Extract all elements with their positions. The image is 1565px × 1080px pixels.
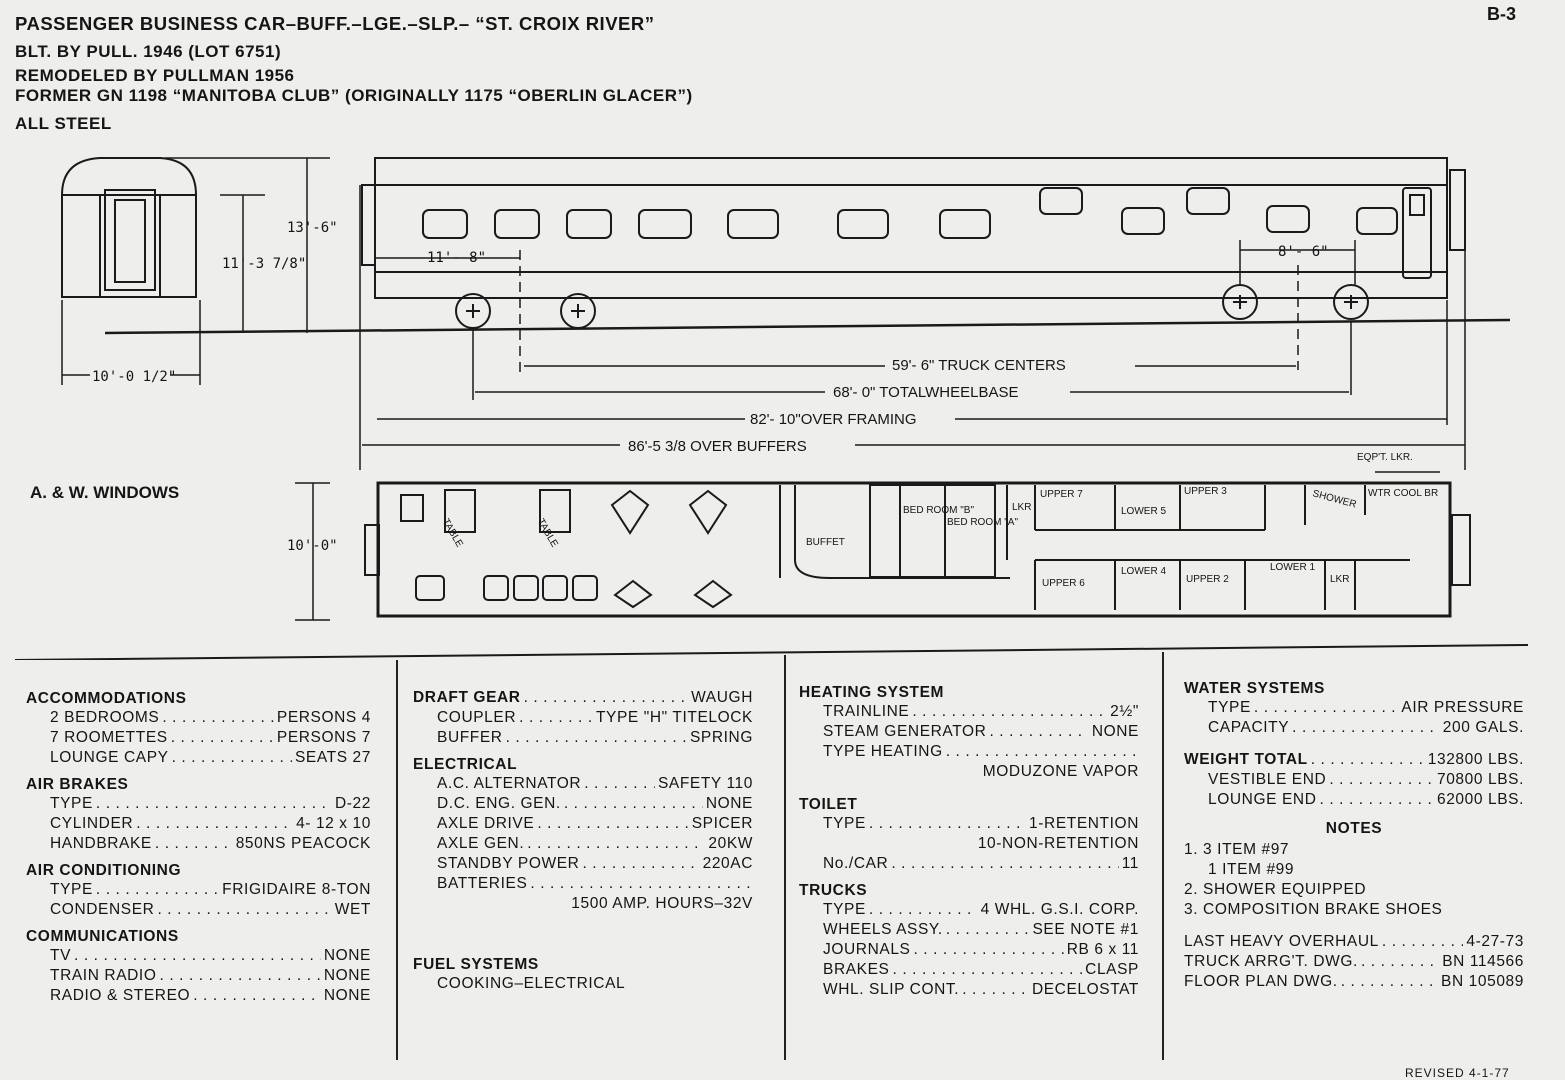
- overall-height-dim: 13'-6": [287, 220, 338, 236]
- plan-width-dim: 10'-0": [287, 538, 338, 554]
- eqpt-lkr-label: EQP'T. LKR.: [1357, 452, 1413, 463]
- spec-row: BATTERIES . . .: [413, 874, 753, 894]
- upper-2-label: UPPER 2: [1186, 574, 1229, 585]
- bedroom-a-label: BED ROOM "A": [947, 517, 1018, 528]
- spec-row: TYPE . . . 4 WHL. G.S.I. CORP.: [799, 900, 1139, 920]
- construction-info: ALL STEEL: [15, 114, 112, 133]
- page-id: B-3: [1487, 4, 1517, 24]
- former-info: FORMER GN 1198 “MANITOBA CLUB” (ORIGINALLY 1175 “OBERLIN GLACER”): [15, 86, 693, 105]
- spec-row: 7 ROOMETTES . . . PERSONS 7: [26, 728, 371, 748]
- over-buffers-dim: 86'-5 3/8 OVER BUFFERS: [628, 438, 807, 455]
- spec-row: LAST HEAVY OVERHAUL . . . 4-27-73: [1184, 932, 1524, 952]
- spec-row: CONDENSER . . . WET: [26, 900, 371, 920]
- toilet-heading: TOILET: [799, 796, 858, 813]
- remodel-info: REMODELED BY PULLMAN 1956: [15, 66, 295, 85]
- communications-heading: COMMUNICATIONS: [26, 928, 179, 945]
- spec-row: CAPACITY . . . 200 GALS.: [1184, 718, 1524, 738]
- lkr-label-1: LKR: [1012, 502, 1032, 513]
- right-truck-wheelbase-dim: 8'- 6": [1278, 244, 1329, 260]
- spec-row: AXLE GEN. . . . 20KW: [413, 834, 753, 854]
- specs-column-4: [1184, 680, 1524, 992]
- spec-continuation: MODUZONE VAPOR: [982, 763, 1139, 780]
- spec-row: DRAFT GEAR . . . WAUGH: [413, 688, 753, 708]
- spec-row: HANDBRAKE . . . 850NS PEACOCK: [26, 834, 371, 854]
- note-line: 2. SHOWER EQUIPPED: [1184, 881, 1367, 898]
- upper-7-label: UPPER 7: [1040, 489, 1083, 500]
- upper-6-label: UPPER 6: [1042, 578, 1085, 589]
- build-info: BLT. BY PULL. 1946 (LOT 6751): [15, 42, 282, 61]
- spec-row: BUFFER . . . SPRING: [413, 728, 753, 748]
- windows-label: A. & W. WINDOWS: [30, 483, 180, 502]
- note-line: 3. COMPOSITION BRAKE SHOES: [1184, 901, 1443, 918]
- specs-column-3: [799, 684, 1139, 1000]
- end-height-dim: 11'-3 7/8": [222, 256, 307, 272]
- spec-continuation: 10-NON-RETENTION: [977, 835, 1139, 852]
- buffet-label: BUFFET: [806, 537, 845, 548]
- lower-4-label: LOWER 4: [1121, 566, 1167, 577]
- electrical-heading: ELECTRICAL: [413, 756, 518, 773]
- spec-row: TYPE . . . 1-RETENTION: [799, 814, 1139, 834]
- spec-row: VESTIBLE END . . . 70800 LBS.: [1184, 770, 1524, 790]
- heating-heading: HEATING SYSTEM: [799, 684, 945, 701]
- notes-heading: NOTES: [1325, 820, 1383, 837]
- spec-row: COOKING–ELECTRICAL: [437, 975, 626, 992]
- spec-row: STEAM GENERATOR . . . NONE: [799, 722, 1139, 742]
- note-line: 1 ITEM #99: [1208, 861, 1295, 878]
- revised-date: REVISED 4-1-77: [1405, 1066, 1510, 1080]
- fuel-systems-heading: FUEL SYSTEMS: [413, 956, 539, 973]
- spec-row: FLOOR PLAN DWG. . . . BN 105089: [1184, 972, 1524, 992]
- spec-row: WHEELS ASSY. . . . SEE NOTE #1: [799, 920, 1139, 940]
- page-title: PASSENGER BUSINESS CAR–BUFF.–LGE.–SLP.– “ST. CROIX RIVER”: [15, 13, 655, 34]
- lower-5-label: LOWER 5: [1121, 506, 1167, 517]
- spec-row: No./CAR . . . 11: [799, 854, 1139, 874]
- spec-row: 2 BEDROOMS . . . PERSONS 4: [26, 708, 371, 728]
- table-label-1: TABLE: [439, 517, 465, 550]
- spec-row: TRAINLINE . . . 2½": [799, 702, 1139, 722]
- water-systems-heading: WATER SYSTEMS: [1184, 680, 1325, 697]
- total-wheelbase-dim: 68'- 0" TOTALWHEELBASE: [833, 384, 1019, 401]
- spec-row: RADIO & STEREO . . . NONE: [26, 986, 371, 1006]
- column-divider-1: [396, 660, 398, 1060]
- note-line: 1. 3 ITEM #97: [1184, 841, 1290, 858]
- air-brakes-heading: AIR BRAKES: [26, 776, 129, 793]
- spec-row: AXLE DRIVE . . . SPICER: [413, 814, 753, 834]
- spec-row: TRAIN RADIO . . . NONE: [26, 966, 371, 986]
- specs-column-1: [26, 690, 371, 1006]
- spec-row: TYPE . . . AIR PRESSURE: [1184, 698, 1524, 718]
- spec-row: D.C. ENG. GEN. . . . NONE: [413, 794, 753, 814]
- end-width-dim: 10'-0 1/2": [92, 369, 177, 385]
- spec-row: BRAKES . . . CLASP: [799, 960, 1139, 980]
- spec-continuation: 1500 AMP. HOURS–32V: [571, 895, 753, 912]
- spec-row: STANDBY POWER . . . 220AC: [413, 854, 753, 874]
- spec-row: LOUNGE END . . . 62000 LBS.: [1184, 790, 1524, 810]
- spec-row: TYPE HEATING . . .: [799, 742, 1139, 762]
- lower-1-label: LOWER 1: [1270, 562, 1316, 573]
- lkr-label-2: LKR: [1330, 574, 1350, 585]
- shower-label: SHOWER: [1311, 488, 1358, 511]
- over-framing-dim: 82'- 10"OVER FRAMING: [750, 411, 917, 428]
- air-conditioning-heading: AIR CONDITIONING: [26, 862, 182, 879]
- spec-row: A.C. ALTERNATOR . . . SAFETY 110: [413, 774, 753, 794]
- trucks-heading: TRUCKS: [799, 882, 868, 899]
- column-divider-3: [1162, 652, 1164, 1060]
- spec-row: TYPE . . . D-22: [26, 794, 371, 814]
- left-truck-wheelbase-dim: 11'- 8": [427, 250, 487, 266]
- bedroom-b-label: BED ROOM "B": [903, 505, 974, 516]
- truck-centers-dim: 59'- 6" TRUCK CENTERS: [892, 357, 1066, 374]
- spec-row: WHL. SLIP CONT. . . . DECELOSTAT: [799, 980, 1139, 1000]
- wtr-cool-label: WTR COOL BR: [1368, 488, 1439, 499]
- spec-row: WEIGHT TOTAL . . . 132800 LBS.: [1184, 750, 1524, 770]
- table-label-2: TABLE: [534, 517, 560, 550]
- spec-row: TYPE . . . FRIGIDAIRE 8-TON: [26, 880, 371, 900]
- spec-row: TRUCK ARRG'T. DWG. . . . BN 114566: [1184, 952, 1524, 972]
- specs-column-2: [413, 688, 753, 994]
- column-divider-2: [784, 655, 786, 1060]
- floor-plan: [295, 472, 1470, 620]
- spec-row: LOUNGE CAPY . . . SEATS 27: [26, 748, 371, 768]
- spec-row: CYLINDER . . . 4- 12 x 10: [26, 814, 371, 834]
- upper-3-label: UPPER 3: [1184, 486, 1227, 497]
- spec-row: COUPLER . . . TYPE "H" TITELOCK: [413, 708, 753, 728]
- spec-row: TV . . . NONE: [26, 946, 371, 966]
- accommodations-heading: ACCOMMODATIONS: [26, 690, 187, 707]
- spec-row: JOURNALS . . . RB 6 x 11: [799, 940, 1139, 960]
